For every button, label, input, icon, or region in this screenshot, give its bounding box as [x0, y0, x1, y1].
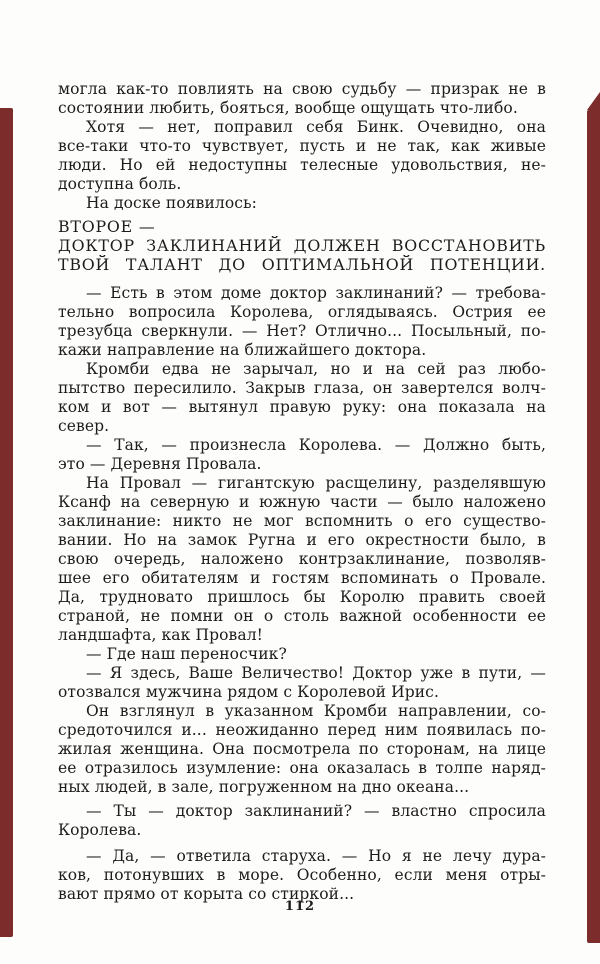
text-line: ТВОЙ ТАЛАНТ ДО ОПТИМАЛЬНОЙ ПОТЕНЦИИ. [58, 255, 546, 274]
text-line: На доске появилось: [86, 194, 257, 212]
text-line: тельно вопросила Королева, оглядываясь. Острия ее [58, 303, 546, 321]
text-line: — Да, — ответила старуха. — Но я не лечу дура- [86, 847, 546, 865]
text-line: Да, трудновато пришлось бы Королю править своей [58, 588, 546, 606]
text-line: ком и вот — вытянул правую руку: она показала на [58, 398, 546, 416]
text-line: На Провал — гигантскую расщелину, разделявшую [86, 474, 546, 492]
text-line: шее его обитателям и гостям вспоминать о Провале. [58, 569, 546, 587]
text-line: могла как-то повлиять на свою судьбу — призрак не в [58, 80, 546, 98]
text-line: Ксанф на северную и южную части — было наложено [58, 493, 546, 511]
text-line: свою очередь, наложено контрзаклинание, позволяв- [58, 550, 546, 568]
text-line: ее отразилось изумление: она оказалась в толпе наряд- [58, 759, 546, 777]
book-cover-edge-right-wedge [587, 92, 600, 110]
text-line: Он взглянул в указанном Кромби направлении, со- [86, 702, 546, 720]
text-line: ландшафта, как Провал! [58, 626, 263, 644]
text-line: — Ты — доктор заклинаний? — властно спросила [86, 802, 546, 820]
text-line: это — Деревня Провала. [58, 455, 262, 473]
text-line: страной, не помни он о столь важной особенности ее [58, 607, 546, 625]
book-cover-edge-left [0, 108, 13, 937]
text-line: состоянии любить, бояться, вообще ощущать что-либо. [58, 99, 518, 117]
text-line: вают прямо от корыта со стиркой... [58, 885, 355, 903]
text-line: — Есть в этом доме доктор заклинаний? — требова- [86, 284, 546, 302]
text-line: — Так, — произнесла Королева. — Должно быть, [86, 436, 546, 454]
text-line: — Где наш переносчик? [86, 645, 287, 663]
text-line: средоточился и... неожиданно перед ним появилась по- [58, 721, 546, 739]
text-line: Королева. [58, 821, 142, 839]
text-line: Хотя — нет, поправил себя Бинк. Очевидно, она [86, 118, 546, 136]
text-line: ков, потонувших в море. Особенно, если меня отры- [58, 866, 546, 884]
text-line: люди. Но ей недоступны телесные удовольствия, не- [58, 156, 546, 174]
text-line: Кромби едва не зарычал, но и на сей раз любо- [86, 360, 546, 378]
page-number: 112 [284, 899, 316, 914]
text-line: пытство пересилило. Закрыв глаза, он завертелся волч- [58, 379, 546, 397]
text-line: доступна боль. [58, 175, 182, 193]
page-text-block [58, 80, 546, 904]
text-line: трезубца сверкнули. — Нет? Отлично... Посыльный, по- [58, 322, 546, 340]
text-line: жилая женщина. Она посмотрела по сторонам, на лице [58, 740, 546, 758]
text-line: север. [58, 417, 110, 435]
text-line: отозвался мужчина рядом с Королевой Ирис. [58, 683, 439, 701]
book-cover-edge-right [587, 110, 600, 943]
text-line: все-таки что-то чувствует, пусть и не так, как живые [58, 137, 546, 155]
text-line: вании. Но на замок Ругна и его окрестности было, в [58, 531, 546, 549]
text-line: кажи направление на ближайшего доктора. [58, 341, 427, 359]
text-line: — Я здесь, Ваше Величество! Доктор уже в пути, — [86, 664, 546, 682]
text-line: ДОКТОР ЗАКЛИНАНИЙ ДОЛЖЕН ВОССТАНОВИТЬ [58, 236, 546, 255]
text-line: ВТОРОЕ — [58, 217, 156, 236]
text-line: заклинание: никто не мог вспомнить о его существо- [58, 512, 546, 530]
text-line: ных людей, в зале, погруженном на дно океана... [58, 778, 470, 796]
